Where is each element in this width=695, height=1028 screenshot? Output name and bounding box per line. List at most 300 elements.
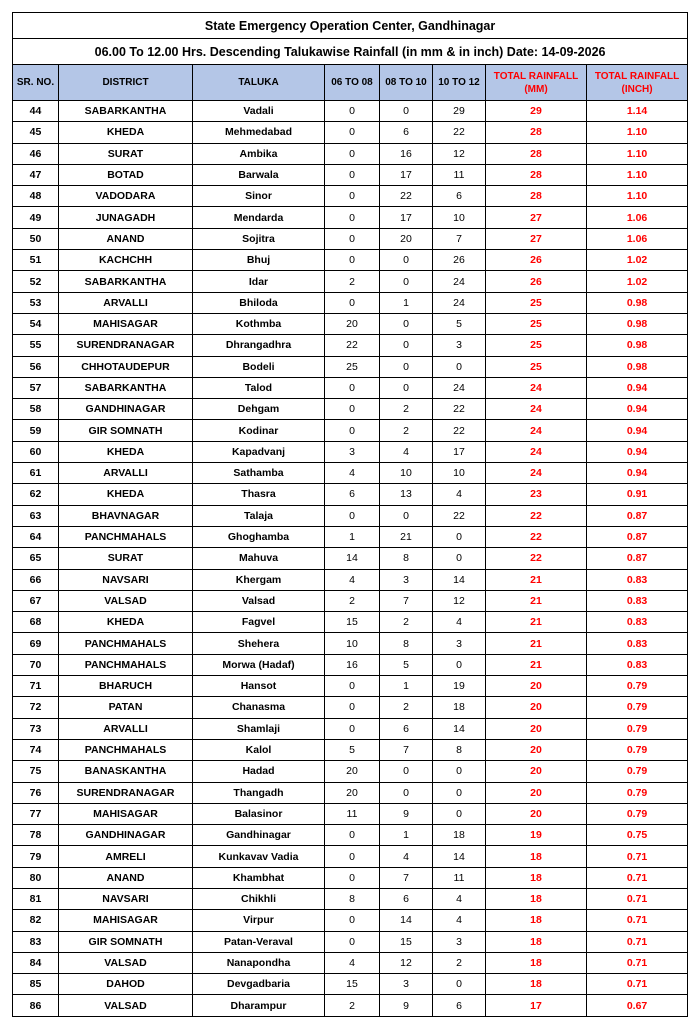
cell-sr-no: 82 bbox=[13, 910, 59, 931]
cell-sr-no: 76 bbox=[13, 782, 59, 803]
cell-10-to-12: 0 bbox=[433, 761, 486, 782]
cell-08-to-10: 4 bbox=[380, 441, 433, 462]
cell-06-to-08: 3 bbox=[325, 441, 380, 462]
cell-10-to-12: 0 bbox=[433, 526, 486, 547]
cell-08-to-10: 17 bbox=[380, 207, 433, 228]
cell-08-to-10: 9 bbox=[380, 803, 433, 824]
cell-08-to-10: 20 bbox=[380, 228, 433, 249]
table-row bbox=[13, 292, 688, 313]
cell-total-inch: 0.79 bbox=[587, 676, 688, 697]
cell-district: DAHOD bbox=[59, 974, 193, 995]
cell-taluka: Barwala bbox=[193, 164, 325, 185]
cell-06-to-08: 4 bbox=[325, 952, 380, 973]
header-08-to-10: 08 TO 10 bbox=[380, 65, 433, 101]
cell-taluka: Dehgam bbox=[193, 399, 325, 420]
cell-sr-no: 86 bbox=[13, 995, 59, 1016]
cell-total-mm: 18 bbox=[486, 910, 587, 931]
table-row bbox=[13, 207, 688, 228]
cell-06-to-08: 0 bbox=[325, 676, 380, 697]
cell-taluka: Bhuj bbox=[193, 250, 325, 271]
cell-08-to-10: 12 bbox=[380, 952, 433, 973]
header-total-mm: TOTAL RAINFALL (MM) bbox=[486, 65, 587, 101]
table-row bbox=[13, 228, 688, 249]
cell-10-to-12: 6 bbox=[433, 186, 486, 207]
cell-total-inch: 0.71 bbox=[587, 974, 688, 995]
table-row bbox=[13, 761, 688, 782]
cell-08-to-10: 0 bbox=[380, 101, 433, 122]
cell-sr-no: 69 bbox=[13, 633, 59, 654]
cell-taluka: Morwa (Hadaf) bbox=[193, 654, 325, 675]
cell-total-mm: 24 bbox=[486, 441, 587, 462]
cell-sr-no: 57 bbox=[13, 377, 59, 398]
table-row bbox=[13, 335, 688, 356]
cell-total-inch: 1.06 bbox=[587, 207, 688, 228]
cell-total-mm: 22 bbox=[486, 548, 587, 569]
cell-district: JUNAGADH bbox=[59, 207, 193, 228]
cell-06-to-08: 0 bbox=[325, 186, 380, 207]
cell-10-to-12: 12 bbox=[433, 143, 486, 164]
cell-sr-no: 72 bbox=[13, 697, 59, 718]
table-row bbox=[13, 377, 688, 398]
table-row bbox=[13, 101, 688, 122]
cell-total-inch: 0.71 bbox=[587, 888, 688, 909]
cell-taluka: Chanasma bbox=[193, 697, 325, 718]
cell-10-to-12: 11 bbox=[433, 164, 486, 185]
table-row bbox=[13, 803, 688, 824]
cell-district: KHEDA bbox=[59, 122, 193, 143]
cell-taluka: Bhiloda bbox=[193, 292, 325, 313]
table-row bbox=[13, 164, 688, 185]
cell-06-to-08: 0 bbox=[325, 697, 380, 718]
cell-sr-no: 79 bbox=[13, 846, 59, 867]
cell-taluka: Hansot bbox=[193, 676, 325, 697]
cell-taluka: Dhrangadhra bbox=[193, 335, 325, 356]
table-row bbox=[13, 867, 688, 888]
cell-total-mm: 21 bbox=[486, 633, 587, 654]
cell-sr-no: 80 bbox=[13, 867, 59, 888]
cell-08-to-10: 0 bbox=[380, 377, 433, 398]
header-sr-no: SR. NO. bbox=[13, 65, 59, 101]
cell-08-to-10: 0 bbox=[380, 250, 433, 271]
cell-08-to-10: 14 bbox=[380, 910, 433, 931]
cell-total-mm: 21 bbox=[486, 612, 587, 633]
cell-district: SURENDRANAGAR bbox=[59, 335, 193, 356]
cell-sr-no: 58 bbox=[13, 399, 59, 420]
cell-district: PANCHMAHALS bbox=[59, 633, 193, 654]
cell-08-to-10: 2 bbox=[380, 420, 433, 441]
cell-taluka: Kothmba bbox=[193, 313, 325, 334]
cell-district: BOTAD bbox=[59, 164, 193, 185]
cell-08-to-10: 17 bbox=[380, 164, 433, 185]
cell-08-to-10: 0 bbox=[380, 313, 433, 334]
cell-total-inch: 0.79 bbox=[587, 782, 688, 803]
cell-total-mm: 24 bbox=[486, 420, 587, 441]
cell-08-to-10: 3 bbox=[380, 569, 433, 590]
cell-10-to-12: 5 bbox=[433, 313, 486, 334]
cell-sr-no: 54 bbox=[13, 313, 59, 334]
cell-total-inch: 0.71 bbox=[587, 952, 688, 973]
cell-district: SABARKANTHA bbox=[59, 271, 193, 292]
cell-06-to-08: 0 bbox=[325, 867, 380, 888]
cell-06-to-08: 5 bbox=[325, 739, 380, 760]
cell-taluka: Fagvel bbox=[193, 612, 325, 633]
table-row bbox=[13, 399, 688, 420]
cell-total-mm: 19 bbox=[486, 825, 587, 846]
cell-06-to-08: 20 bbox=[325, 782, 380, 803]
cell-sr-no: 71 bbox=[13, 676, 59, 697]
cell-10-to-12: 0 bbox=[433, 548, 486, 569]
table-row bbox=[13, 952, 688, 973]
cell-10-to-12: 4 bbox=[433, 888, 486, 909]
cell-total-mm: 24 bbox=[486, 463, 587, 484]
cell-sr-no: 84 bbox=[13, 952, 59, 973]
table-row bbox=[13, 910, 688, 931]
cell-total-inch: 1.02 bbox=[587, 271, 688, 292]
cell-district: SABARKANTHA bbox=[59, 101, 193, 122]
cell-10-to-12: 3 bbox=[433, 335, 486, 356]
cell-total-mm: 21 bbox=[486, 654, 587, 675]
cell-sr-no: 85 bbox=[13, 974, 59, 995]
cell-district: ARVALLI bbox=[59, 718, 193, 739]
cell-total-mm: 20 bbox=[486, 718, 587, 739]
cell-total-inch: 0.98 bbox=[587, 356, 688, 377]
cell-district: KHEDA bbox=[59, 441, 193, 462]
table-row bbox=[13, 654, 688, 675]
cell-sr-no: 51 bbox=[13, 250, 59, 271]
cell-district: VALSAD bbox=[59, 590, 193, 611]
cell-total-inch: 0.75 bbox=[587, 825, 688, 846]
cell-06-to-08: 2 bbox=[325, 271, 380, 292]
cell-total-inch: 0.91 bbox=[587, 484, 688, 505]
cell-total-inch: 1.10 bbox=[587, 143, 688, 164]
cell-district: ARVALLI bbox=[59, 292, 193, 313]
cell-total-mm: 26 bbox=[486, 250, 587, 271]
cell-total-mm: 25 bbox=[486, 335, 587, 356]
table-row bbox=[13, 313, 688, 334]
cell-taluka: Valsad bbox=[193, 590, 325, 611]
cell-total-inch: 0.79 bbox=[587, 803, 688, 824]
table-row bbox=[13, 718, 688, 739]
cell-total-inch: 1.14 bbox=[587, 101, 688, 122]
table-row bbox=[13, 612, 688, 633]
cell-06-to-08: 1 bbox=[325, 526, 380, 547]
cell-08-to-10: 10 bbox=[380, 463, 433, 484]
cell-06-to-08: 4 bbox=[325, 569, 380, 590]
cell-total-mm: 18 bbox=[486, 974, 587, 995]
table-row bbox=[13, 825, 688, 846]
cell-sr-no: 46 bbox=[13, 143, 59, 164]
cell-sr-no: 64 bbox=[13, 526, 59, 547]
table-row bbox=[13, 463, 688, 484]
table-row bbox=[13, 633, 688, 654]
cell-10-to-12: 0 bbox=[433, 782, 486, 803]
rainfall-report-sheet bbox=[12, 12, 687, 1017]
cell-total-inch: 0.79 bbox=[587, 761, 688, 782]
cell-total-mm: 18 bbox=[486, 931, 587, 952]
cell-10-to-12: 2 bbox=[433, 952, 486, 973]
cell-08-to-10: 0 bbox=[380, 356, 433, 377]
table-row bbox=[13, 250, 688, 271]
cell-district: MAHISAGAR bbox=[59, 803, 193, 824]
cell-total-inch: 0.94 bbox=[587, 420, 688, 441]
cell-total-inch: 0.98 bbox=[587, 292, 688, 313]
cell-district: BHAVNAGAR bbox=[59, 505, 193, 526]
cell-06-to-08: 4 bbox=[325, 463, 380, 484]
cell-08-to-10: 16 bbox=[380, 143, 433, 164]
table-row bbox=[13, 420, 688, 441]
cell-total-mm: 20 bbox=[486, 761, 587, 782]
cell-taluka: Virpur bbox=[193, 910, 325, 931]
table-row bbox=[13, 122, 688, 143]
cell-06-to-08: 2 bbox=[325, 995, 380, 1016]
cell-total-mm: 28 bbox=[486, 164, 587, 185]
cell-taluka: Dharampur bbox=[193, 995, 325, 1016]
cell-sr-no: 73 bbox=[13, 718, 59, 739]
cell-district: ARVALLI bbox=[59, 463, 193, 484]
cell-total-inch: 0.98 bbox=[587, 313, 688, 334]
cell-06-to-08: 0 bbox=[325, 250, 380, 271]
cell-sr-no: 48 bbox=[13, 186, 59, 207]
cell-district: GIR SOMNATH bbox=[59, 931, 193, 952]
cell-total-inch: 0.98 bbox=[587, 335, 688, 356]
cell-sr-no: 60 bbox=[13, 441, 59, 462]
table-row bbox=[13, 505, 688, 526]
cell-district: VALSAD bbox=[59, 952, 193, 973]
cell-10-to-12: 17 bbox=[433, 441, 486, 462]
cell-10-to-12: 22 bbox=[433, 122, 486, 143]
cell-sr-no: 70 bbox=[13, 654, 59, 675]
cell-08-to-10: 0 bbox=[380, 761, 433, 782]
cell-total-mm: 20 bbox=[486, 739, 587, 760]
cell-sr-no: 74 bbox=[13, 739, 59, 760]
cell-08-to-10: 21 bbox=[380, 526, 433, 547]
cell-sr-no: 81 bbox=[13, 888, 59, 909]
cell-08-to-10: 6 bbox=[380, 718, 433, 739]
table-row bbox=[13, 484, 688, 505]
cell-taluka: Talod bbox=[193, 377, 325, 398]
cell-10-to-12: 18 bbox=[433, 825, 486, 846]
cell-sr-no: 68 bbox=[13, 612, 59, 633]
cell-taluka: Kalol bbox=[193, 739, 325, 760]
cell-08-to-10: 2 bbox=[380, 612, 433, 633]
cell-total-inch: 0.71 bbox=[587, 910, 688, 931]
cell-district: KHEDA bbox=[59, 484, 193, 505]
cell-total-mm: 25 bbox=[486, 292, 587, 313]
cell-10-to-12: 22 bbox=[433, 420, 486, 441]
cell-total-mm: 22 bbox=[486, 526, 587, 547]
cell-06-to-08: 15 bbox=[325, 974, 380, 995]
cell-district: MAHISAGAR bbox=[59, 313, 193, 334]
cell-10-to-12: 12 bbox=[433, 590, 486, 611]
cell-total-mm: 20 bbox=[486, 676, 587, 697]
cell-sr-no: 53 bbox=[13, 292, 59, 313]
cell-taluka: Sathamba bbox=[193, 463, 325, 484]
rainfall-table bbox=[12, 12, 688, 1017]
cell-06-to-08: 22 bbox=[325, 335, 380, 356]
table-body bbox=[13, 101, 688, 1017]
cell-08-to-10: 6 bbox=[380, 122, 433, 143]
cell-10-to-12: 14 bbox=[433, 718, 486, 739]
cell-total-mm: 25 bbox=[486, 356, 587, 377]
cell-district: ANAND bbox=[59, 228, 193, 249]
cell-08-to-10: 1 bbox=[380, 676, 433, 697]
cell-08-to-10: 7 bbox=[380, 867, 433, 888]
cell-08-to-10: 0 bbox=[380, 271, 433, 292]
table-row bbox=[13, 441, 688, 462]
cell-total-inch: 0.79 bbox=[587, 739, 688, 760]
header-06-to-08: 06 TO 08 bbox=[325, 65, 380, 101]
cell-10-to-12: 24 bbox=[433, 292, 486, 313]
cell-taluka: Gandhinagar bbox=[193, 825, 325, 846]
cell-sr-no: 77 bbox=[13, 803, 59, 824]
cell-total-inch: 0.83 bbox=[587, 654, 688, 675]
cell-taluka: Kunkavav Vadia bbox=[193, 846, 325, 867]
cell-district: AMRELI bbox=[59, 846, 193, 867]
cell-taluka: Sojitra bbox=[193, 228, 325, 249]
cell-district: SURENDRANAGAR bbox=[59, 782, 193, 803]
table-row bbox=[13, 676, 688, 697]
cell-total-mm: 23 bbox=[486, 484, 587, 505]
cell-total-mm: 18 bbox=[486, 888, 587, 909]
cell-total-mm: 18 bbox=[486, 867, 587, 888]
cell-district: GANDHINAGAR bbox=[59, 399, 193, 420]
cell-08-to-10: 7 bbox=[380, 739, 433, 760]
cell-08-to-10: 8 bbox=[380, 548, 433, 569]
cell-sr-no: 45 bbox=[13, 122, 59, 143]
cell-10-to-12: 29 bbox=[433, 101, 486, 122]
cell-10-to-12: 26 bbox=[433, 250, 486, 271]
cell-district: PANCHMAHALS bbox=[59, 739, 193, 760]
cell-06-to-08: 0 bbox=[325, 931, 380, 952]
cell-taluka: Ghoghamba bbox=[193, 526, 325, 547]
cell-total-inch: 0.94 bbox=[587, 377, 688, 398]
cell-total-mm: 24 bbox=[486, 377, 587, 398]
cell-total-inch: 0.71 bbox=[587, 867, 688, 888]
cell-10-to-12: 8 bbox=[433, 739, 486, 760]
cell-06-to-08: 0 bbox=[325, 164, 380, 185]
cell-total-mm: 18 bbox=[486, 846, 587, 867]
cell-08-to-10: 3 bbox=[380, 974, 433, 995]
cell-06-to-08: 20 bbox=[325, 761, 380, 782]
cell-total-mm: 27 bbox=[486, 228, 587, 249]
cell-sr-no: 63 bbox=[13, 505, 59, 526]
cell-10-to-12: 0 bbox=[433, 974, 486, 995]
report-title: State Emergency Operation Center, Gandhinagar bbox=[13, 13, 688, 39]
cell-10-to-12: 3 bbox=[433, 931, 486, 952]
cell-sr-no: 75 bbox=[13, 761, 59, 782]
cell-taluka: Nanapondha bbox=[193, 952, 325, 973]
cell-district: VALSAD bbox=[59, 995, 193, 1016]
cell-district: VADODARA bbox=[59, 186, 193, 207]
table-row bbox=[13, 143, 688, 164]
cell-06-to-08: 8 bbox=[325, 888, 380, 909]
table-row bbox=[13, 548, 688, 569]
cell-total-inch: 0.87 bbox=[587, 548, 688, 569]
cell-taluka: Ambika bbox=[193, 143, 325, 164]
table-row bbox=[13, 590, 688, 611]
cell-10-to-12: 22 bbox=[433, 399, 486, 420]
cell-total-inch: 0.87 bbox=[587, 505, 688, 526]
cell-total-inch: 0.83 bbox=[587, 633, 688, 654]
cell-10-to-12: 24 bbox=[433, 271, 486, 292]
cell-06-to-08: 0 bbox=[325, 377, 380, 398]
cell-08-to-10: 1 bbox=[380, 825, 433, 846]
cell-total-mm: 20 bbox=[486, 697, 587, 718]
cell-total-inch: 1.02 bbox=[587, 250, 688, 271]
table-row bbox=[13, 569, 688, 590]
cell-sr-no: 44 bbox=[13, 101, 59, 122]
cell-taluka: Shehera bbox=[193, 633, 325, 654]
cell-total-inch: 1.10 bbox=[587, 164, 688, 185]
cell-total-inch: 0.83 bbox=[587, 612, 688, 633]
cell-sr-no: 59 bbox=[13, 420, 59, 441]
cell-taluka: Patan-Veraval bbox=[193, 931, 325, 952]
cell-total-inch: 0.79 bbox=[587, 697, 688, 718]
cell-total-mm: 21 bbox=[486, 590, 587, 611]
cell-taluka: Thangadh bbox=[193, 782, 325, 803]
cell-06-to-08: 0 bbox=[325, 122, 380, 143]
cell-06-to-08: 6 bbox=[325, 484, 380, 505]
cell-total-mm: 29 bbox=[486, 101, 587, 122]
cell-total-mm: 28 bbox=[486, 122, 587, 143]
cell-08-to-10: 2 bbox=[380, 399, 433, 420]
cell-sr-no: 47 bbox=[13, 164, 59, 185]
cell-sr-no: 67 bbox=[13, 590, 59, 611]
cell-06-to-08: 0 bbox=[325, 399, 380, 420]
cell-total-inch: 0.87 bbox=[587, 526, 688, 547]
cell-total-inch: 0.67 bbox=[587, 995, 688, 1016]
cell-district: MAHISAGAR bbox=[59, 910, 193, 931]
cell-total-mm: 20 bbox=[486, 803, 587, 824]
cell-06-to-08: 15 bbox=[325, 612, 380, 633]
cell-sr-no: 56 bbox=[13, 356, 59, 377]
cell-district: CHHOTAUDEPUR bbox=[59, 356, 193, 377]
cell-district: SABARKANTHA bbox=[59, 377, 193, 398]
cell-06-to-08: 25 bbox=[325, 356, 380, 377]
table-row bbox=[13, 271, 688, 292]
cell-06-to-08: 0 bbox=[325, 846, 380, 867]
cell-08-to-10: 2 bbox=[380, 697, 433, 718]
cell-10-to-12: 19 bbox=[433, 676, 486, 697]
cell-sr-no: 78 bbox=[13, 825, 59, 846]
cell-total-mm: 17 bbox=[486, 995, 587, 1016]
cell-district: PANCHMAHALS bbox=[59, 654, 193, 675]
cell-total-inch: 1.10 bbox=[587, 186, 688, 207]
cell-10-to-12: 0 bbox=[433, 654, 486, 675]
cell-08-to-10: 7 bbox=[380, 590, 433, 611]
cell-total-mm: 27 bbox=[486, 207, 587, 228]
cell-10-to-12: 14 bbox=[433, 846, 486, 867]
table-row bbox=[13, 697, 688, 718]
cell-06-to-08: 0 bbox=[325, 825, 380, 846]
header-total-inch: TOTAL RAINFALL (INCH) bbox=[587, 65, 688, 101]
cell-taluka: Khambhat bbox=[193, 867, 325, 888]
cell-sr-no: 61 bbox=[13, 463, 59, 484]
cell-08-to-10: 15 bbox=[380, 931, 433, 952]
cell-10-to-12: 0 bbox=[433, 803, 486, 824]
cell-district: PANCHMAHALS bbox=[59, 526, 193, 547]
table-row bbox=[13, 846, 688, 867]
cell-district: SURAT bbox=[59, 143, 193, 164]
cell-06-to-08: 0 bbox=[325, 143, 380, 164]
cell-10-to-12: 3 bbox=[433, 633, 486, 654]
header-10-to-12: 10 TO 12 bbox=[433, 65, 486, 101]
cell-taluka: Hadad bbox=[193, 761, 325, 782]
table-row bbox=[13, 974, 688, 995]
cell-10-to-12: 18 bbox=[433, 697, 486, 718]
cell-08-to-10: 5 bbox=[380, 654, 433, 675]
cell-06-to-08: 16 bbox=[325, 654, 380, 675]
